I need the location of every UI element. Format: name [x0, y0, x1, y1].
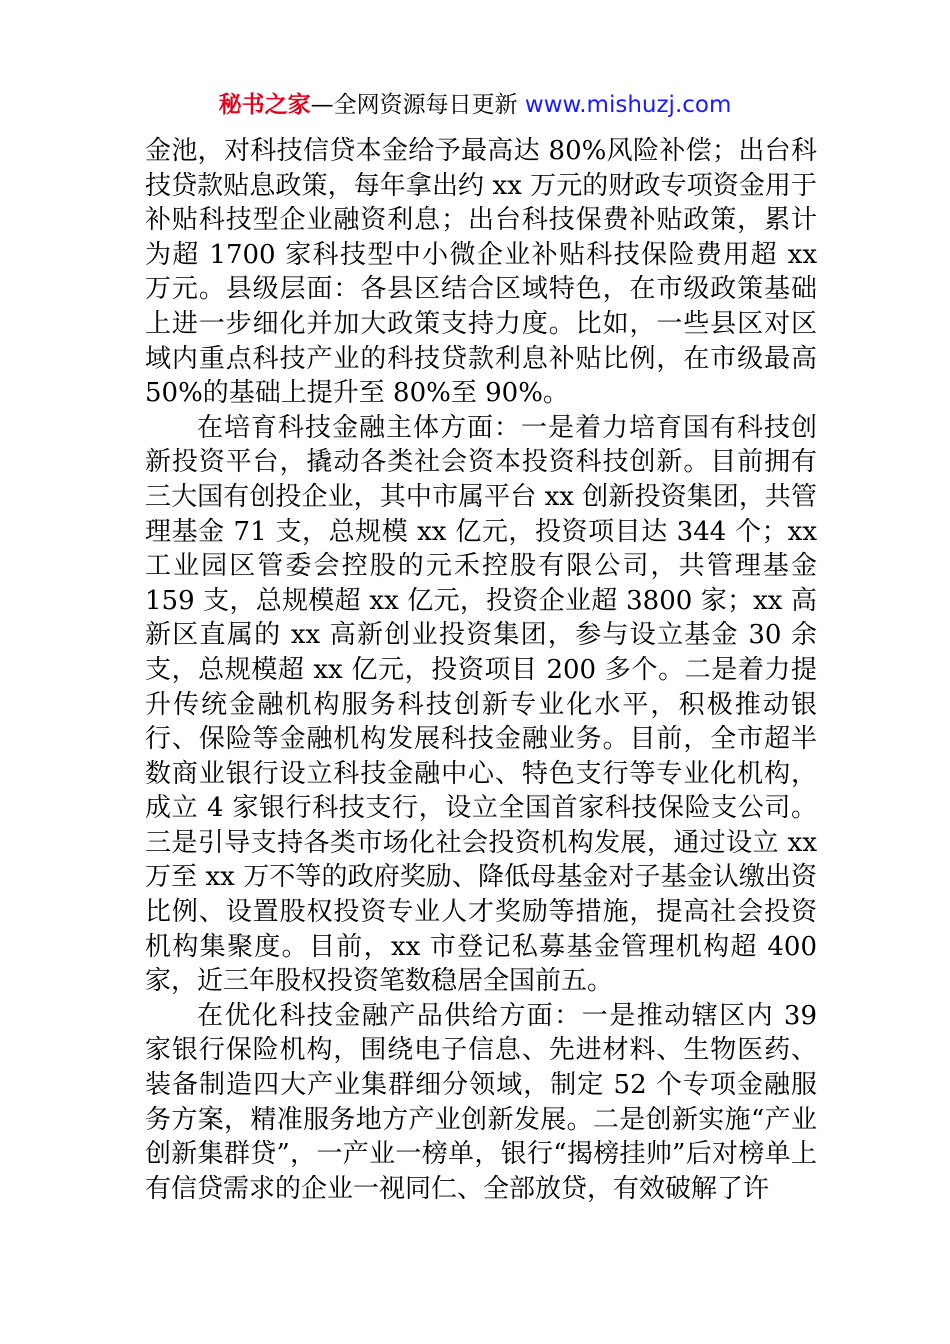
document-body	[145, 134, 817, 1206]
site-header	[0, 88, 950, 122]
paragraph-policy-support: 金池，对科技信贷本金给予最高达 80%风险补偿；出台科技贷款贴息政策，每年拿出约 xx 万元的财政专项资金用于补贴科技型企业融资利息；出台科技保费补贴政策，累计为超 1700 家科技型中小微企业补贴科技保险费用超 xx 万元。县级层面：各县区结合区域特色，在市级政策基础上进一步细化并加大政策支持力度。比如，一些县区对区域内重点科技产业的科技贷款利息补贴比例，在市级最高 50%的基础上提升至 80%至 90%。	[145, 136, 817, 409]
site-tagline: —全网资源每日更新	[310, 92, 525, 118]
paragraph-financial-products: 在优化科技金融产品供给方面：一是推动辖区内 39 家银行保险机构，围绕电子信息、先进材料、生物医药、装备制造四大产业集群细分领域，制定 52 个专项金融服务方案，精准服务地方产业创新发展。二是创新实施“产业创新集群贷”，一产业一榜单，银行“揭榜挂帅”后对榜单上有信贷需求的企业一视同仁、全部放贷，有效破解了许	[145, 1000, 817, 1204]
site-url-link[interactable]: www.mishuzj.com	[524, 92, 732, 118]
paragraph-financial-entities: 在培育科技金融主体方面：一是着力培育国有科技创新投资平台，撬动各类社会资本投资科技创新。目前拥有三大国有创投企业，其中市属平台 xx 创新投资集团，共管理基金 71 支，总规模 xx 亿元，投资项目达 344 个；xx 工业园区管委会控股的元禾控股有限公司，共管理基金 159 支，总规模超 xx 亿元，投资企业超 3800 家；xx 高新区直属的 xx 高新创业投资集团，参与设立基金 30 余支，总规模超 xx 亿元，投资项目 200 多个。二是着力提升传统金融机构服务科技创新专业化水平，积极推动银行、保险等金融机构发展科技金融业务。目前，全市超半数商业银行设立科技金融中心、特色支行等专业化机构，成立 4 家银行科技支行，设立全国首家科技保险支公司。三是引导支持各类市场化社会投资机构发展，通过设立 xx 万至 xx 万不等的政府奖励、降低母基金对子基金认缴出资比例、设置股权投资专业人才奖励等措施，提高社会投资机构集聚度。目前，xx 市登记私募基金管理机构超 400 家，近三年股权投资笔数稳居全国前五。	[145, 412, 817, 997]
site-brand: 秘书之家	[218, 92, 311, 118]
